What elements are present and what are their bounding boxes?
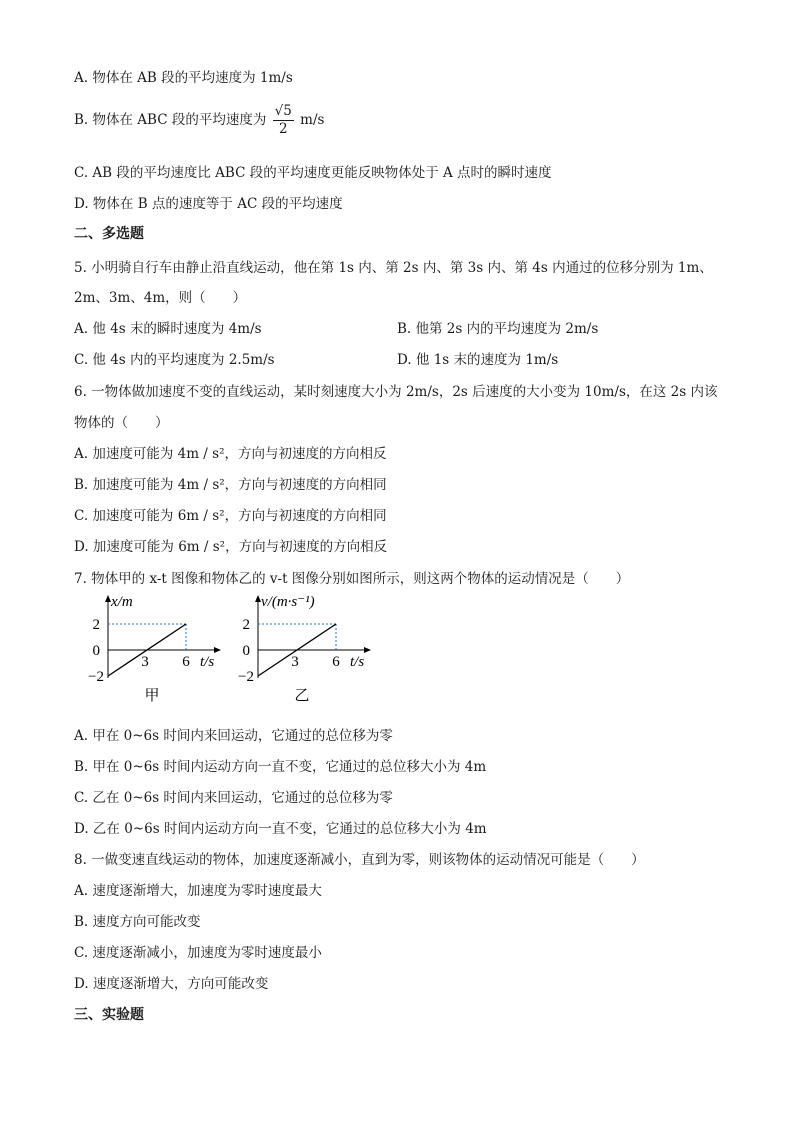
- q4-option-c: C. AB 段的平均速度比 ABC 段的平均速度更能反映物体处于 A 点时的瞬时速度: [74, 165, 552, 181]
- q8-option-c: C. 速度逐渐减小，加速度为零时速度最小: [74, 945, 322, 961]
- q4-option-b-fraction: [273, 103, 294, 138]
- q6-option-b: B. 加速度可能为 4m / s²，方向与初速度的方向相同: [74, 477, 387, 493]
- q6-option-d: D. 加速度可能为 6m / s²，方向与初速度的方向相反: [74, 539, 388, 555]
- q4-option-b: [74, 103, 324, 138]
- y-axis-label: x/m: [111, 594, 133, 610]
- graph-caption: 乙: [294, 688, 310, 704]
- x-axis-arrow: [214, 647, 221, 653]
- q4-option-b-unit: m/s: [300, 112, 325, 128]
- q4-option-b-text: B. 物体在 ABC 段的平均速度为: [74, 112, 267, 128]
- section-title-multi-choice: 二、多选题: [74, 226, 144, 242]
- y-tick-label: 2: [92, 617, 100, 633]
- q7-option-d: D. 乙在 0~6s 时间内运动方向一直不变，它通过的总位移大小为 4m: [74, 821, 487, 837]
- q5-stem-line1: 5. 小明骑自行车由静止沿直线运动，他在第 1s 内、第 2s 内、第 3s 内、第 4s 内通过的位移分别为 1m、: [74, 260, 713, 276]
- graph-jia: [88, 594, 221, 704]
- y-tick-label: 2: [242, 617, 250, 633]
- y-tick-label: −2: [88, 669, 104, 685]
- q7-graphs: [70, 592, 390, 710]
- q8-option-d: D. 速度逐渐增大，方向可能改变: [74, 976, 269, 992]
- q7-option-c: C. 乙在 0~6s 时间内来回运动，它通过的总位移为零: [74, 790, 393, 806]
- x-tick-label: 6: [332, 654, 340, 670]
- x-axis-label: t/s: [350, 654, 365, 670]
- q6-stem-line2: 物体的（ ）: [74, 415, 169, 431]
- fraction-denominator: 2: [278, 121, 288, 137]
- q4-option-d: D. 物体在 B 点的速度等于 AC 段的平均速度: [74, 196, 343, 212]
- x-tick-label: 6: [182, 654, 190, 670]
- section-title-experiment: 三、实验题: [74, 1007, 144, 1023]
- q6-stem-line1: 6. 一物体做加速度不变的直线运动，某时刻速度大小为 2m/s，2s 后速度的大小变为 10m/s，在这 2s 内该: [74, 384, 718, 400]
- q8-option-a: A. 速度逐渐增大，加速度为零时速度最大: [74, 883, 322, 899]
- q4-option-a: A. 物体在 AB 段的平均速度为 1m/s: [74, 70, 293, 86]
- q8-stem: 8. 一做变速直线运动的物体，加速度逐渐减小，直到为零，则该物体的运动情况可能是（ ）: [74, 852, 645, 868]
- q5-option-b: B. 他第 2s 内的平均速度为 2m/s: [397, 321, 599, 337]
- graph-yi: [238, 594, 371, 704]
- q8-option-b: B. 速度方向可能改变: [74, 914, 201, 930]
- q6-option-a: A. 加速度可能为 4m / s²，方向与初速度的方向相反: [74, 446, 387, 462]
- q7-option-a: A. 甲在 0~6s 时间内来回运动，它通过的总位移为零: [74, 728, 393, 744]
- x-axis-arrow: [364, 647, 371, 653]
- q7-stem: 7. 物体甲的 x-t 图像和物体乙的 v-t 图像分别如图所示，则这两个物体的运动情况是（ ）: [74, 571, 630, 587]
- x-tick-label: 3: [291, 654, 299, 670]
- q5-option-c: C. 他 4s 内的平均速度为 2.5m/s: [74, 352, 275, 368]
- q7-option-b: B. 甲在 0~6s 时间内运动方向一直不变，它通过的总位移大小为 4m: [74, 759, 487, 775]
- fraction-numerator: √5: [274, 103, 292, 119]
- x-axis-label: t/s: [200, 654, 215, 670]
- q5-option-a: A. 他 4s 末的瞬时速度为 4m/s: [74, 321, 262, 337]
- q5-option-d: D. 他 1s 末的速度为 1m/s: [397, 352, 559, 368]
- q5-stem-line2: 2m、3m、4m，则（ ）: [74, 290, 247, 306]
- graph-caption: 甲: [144, 688, 160, 704]
- origin-label: 0: [92, 643, 100, 659]
- origin-label: 0: [242, 643, 250, 659]
- y-axis-label: v/(m·s⁻¹): [261, 594, 315, 610]
- y-tick-label: −2: [238, 669, 254, 685]
- q6-option-c: C. 加速度可能为 6m / s²，方向与初速度的方向相同: [74, 508, 387, 524]
- x-tick-label: 3: [141, 654, 149, 670]
